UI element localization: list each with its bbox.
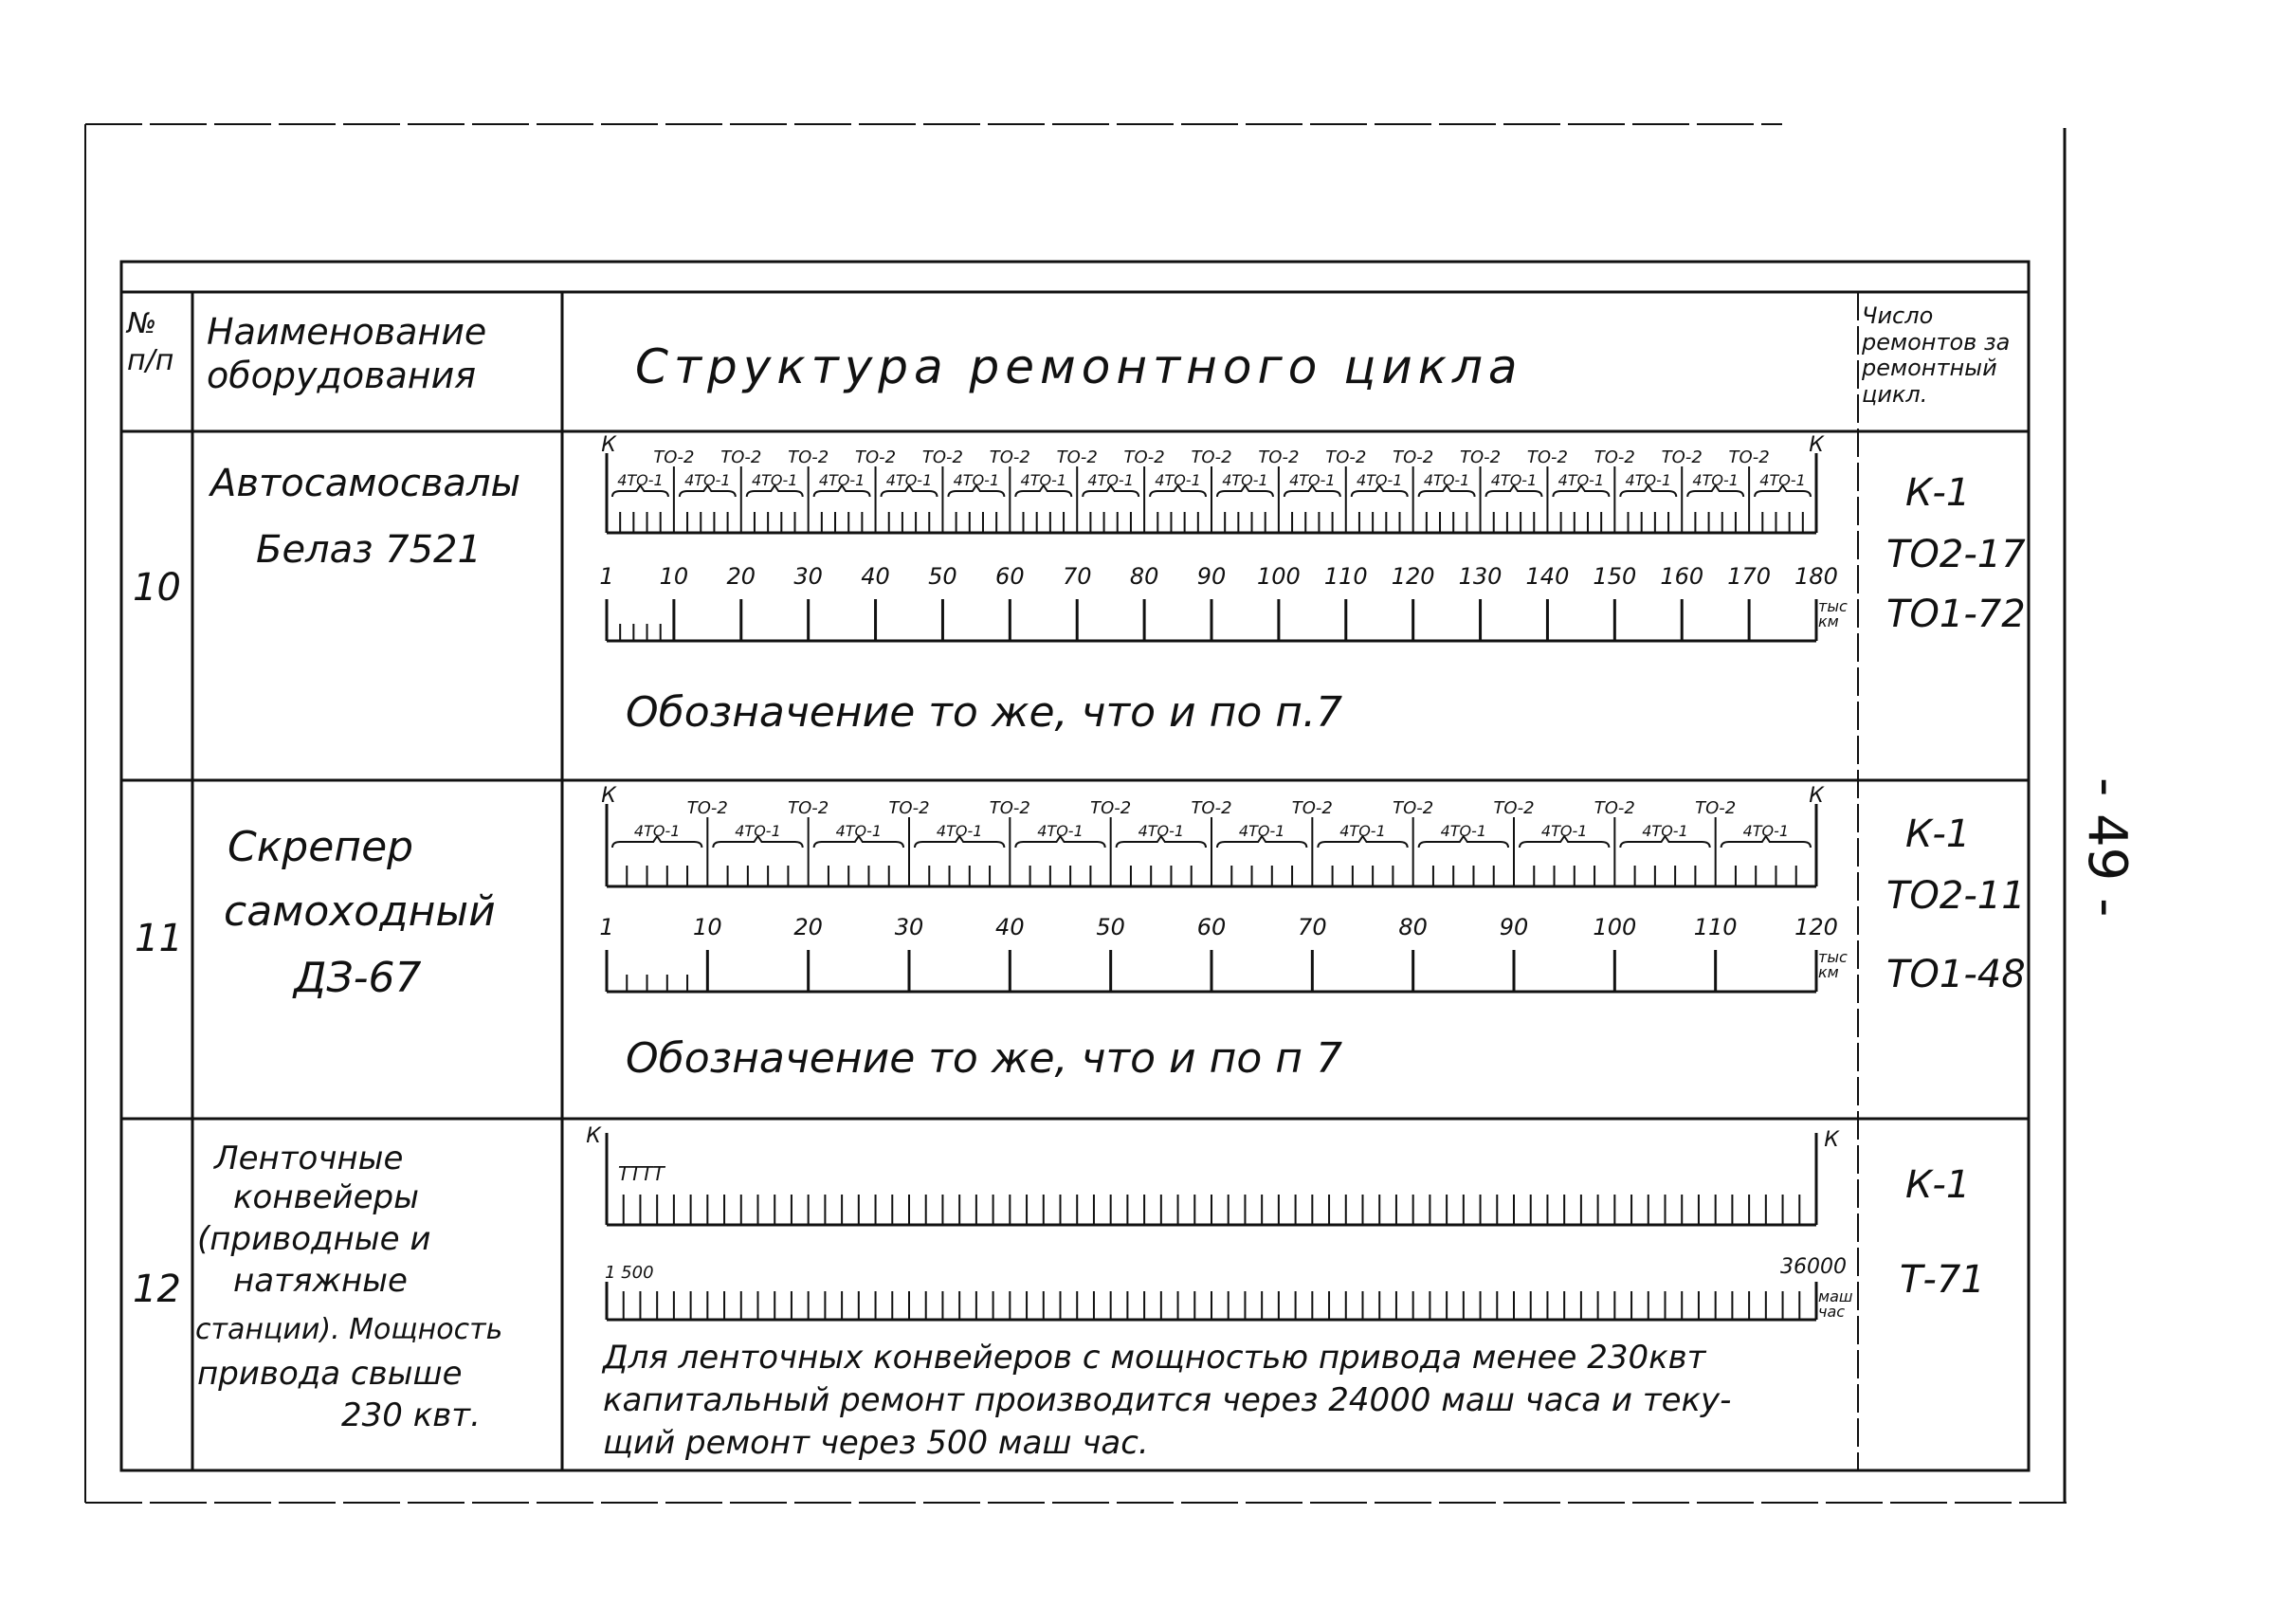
axis-tick-label: 1 — [599, 914, 614, 940]
row-11-name-line-3: ДЗ-67 — [294, 954, 422, 1002]
header-count-label: Число ремонтов за ремонтный цикл. — [1862, 302, 2011, 408]
row-12-count-1: К-1 — [1905, 1163, 1971, 1207]
to1-group-label: 4ТО-1 — [818, 471, 865, 489]
to1-brace — [1318, 836, 1407, 848]
axis-tick-label: 1 — [599, 563, 614, 590]
to1-group-label: 4ТО-1 — [1356, 471, 1403, 489]
to1-group-label: 4ТО-1 — [1692, 471, 1739, 489]
to1-group-label: 4ТО-1 — [885, 471, 933, 489]
axis-tick-label: 30 — [793, 563, 823, 590]
to1-group-label: 4ТО-1 — [835, 822, 883, 840]
to1-group-label: 4ТО-1 — [1642, 822, 1688, 840]
row-10-name-line-1: Автосамосвалы — [210, 462, 521, 505]
axis-tick-label: 40 — [995, 914, 1025, 940]
to2-label: ТО-2 — [1258, 447, 1300, 467]
to2-label: ТО-2 — [686, 798, 728, 818]
to2-label: ТО-2 — [1393, 798, 1434, 818]
to1-group-label: 4ТО-1 — [1037, 822, 1084, 840]
to1-brace — [814, 836, 903, 848]
to1-group-label: 4ТО-1 — [735, 822, 781, 840]
to1-group-label: 4ТО-1 — [617, 471, 664, 489]
to1-brace — [1419, 836, 1508, 848]
row-11-count-2: ТО2-11 — [1886, 874, 2026, 918]
to1-group-label: 4ТО-1 — [1540, 822, 1588, 840]
to1-brace — [612, 836, 701, 848]
row-10-note: Обозначение то же, что и по п.7 — [626, 688, 1343, 737]
row-11-num: 11 — [135, 917, 183, 960]
repair-t-labels: ТТТТ — [618, 1162, 665, 1185]
axis-tick-label: 80 — [1129, 563, 1159, 590]
axis-tick-label: 10 — [659, 563, 689, 590]
to2-label: ТО-2 — [788, 798, 829, 818]
header-name-label: Наименование оборудования — [207, 311, 487, 396]
axis-tick-label: 90 — [1196, 563, 1227, 590]
to2-label: ТО-2 — [720, 447, 762, 467]
row-12-name-line-1: Ленточные — [214, 1140, 404, 1177]
row-12-note-line-1: Для ленточных конвейеров с мощностью привода менее 230квт — [603, 1339, 1706, 1377]
to1-group-label: 4ТО-1 — [936, 822, 983, 840]
to2-label: ТО-2 — [1325, 447, 1367, 467]
row-10-unit: тыс км — [1818, 597, 1848, 630]
to1-group-label: 4ТО-1 — [1138, 822, 1185, 840]
cycle-scales — [586, 433, 1840, 1320]
to1-group-label: 4ТО-1 — [1557, 471, 1605, 489]
to1-group-label: 4ТО-1 — [1155, 471, 1201, 489]
row-11-unit: тыс км — [1818, 948, 1848, 981]
to2-label: ТО-2 — [1056, 447, 1098, 467]
cycle-end-k-label: К — [1809, 784, 1824, 808]
to1-group-label: 4ТО-1 — [1238, 822, 1285, 840]
axis-tick-label: 110 — [1323, 563, 1368, 590]
row-11-note: Обозначение то же, что и по п 7 — [626, 1034, 1343, 1083]
to2-label: ТО-2 — [1526, 447, 1569, 467]
to2-label: ТО-2 — [1191, 447, 1232, 467]
row-12-note-line-3: щий ремонт через 500 маш час. — [603, 1424, 1149, 1462]
to1-brace — [1721, 836, 1811, 848]
row-12-name-line-4: натяжные — [233, 1262, 408, 1300]
to1-group-label: 4ТО-1 — [1087, 471, 1134, 489]
axis-tick-label: 20 — [726, 563, 756, 590]
to1-group-label: 4ТО-1 — [1423, 471, 1470, 489]
to1-group-label: 4ТО-1 — [751, 471, 798, 489]
to2-label: ТО-2 — [989, 798, 1030, 818]
row-12-axis-start: 1 500 — [605, 1263, 654, 1283]
to1-group-label: 4ТО-1 — [1222, 471, 1268, 489]
to1-group-label: 4ТО-1 — [684, 471, 731, 489]
axis-tick-label: 160 — [1660, 563, 1704, 590]
row-12-name-line-7: 230 квт. — [341, 1396, 481, 1434]
to1-brace — [1015, 836, 1104, 848]
cycle-start-k-label: К — [601, 433, 616, 457]
page-number: - 49 - — [2076, 777, 2138, 918]
row-12-num: 12 — [133, 1268, 181, 1311]
axis-tick-label: 40 — [861, 563, 890, 590]
to1-group-label: 4ТО-1 — [1020, 471, 1067, 489]
row-12-name-line-2: конвейеры — [233, 1178, 419, 1216]
cycle-start-k-label: К — [601, 784, 616, 808]
to2-label: ТО-2 — [1661, 447, 1703, 467]
row-10-count-3: ТО1-72 — [1886, 593, 2026, 636]
to2-label: ТО-2 — [1459, 447, 1502, 467]
cycle-start-k-label: К — [586, 1124, 601, 1148]
row-10-count-1: К-1 — [1905, 471, 1971, 515]
to2-label: ТО-2 — [854, 447, 897, 467]
to2-label: ТО-2 — [1191, 798, 1232, 818]
to1-group-label: 4ТО-1 — [1289, 471, 1336, 489]
axis-tick-label: 70 — [1298, 914, 1327, 940]
axis-tick-label: 130 — [1458, 563, 1503, 590]
to2-label: ТО-2 — [653, 447, 695, 467]
to2-label: ТО-2 — [888, 798, 930, 818]
axis-tick-label: 100 — [1256, 563, 1301, 590]
to1-group-label: 4ТО-1 — [633, 822, 681, 840]
to2-label: ТО-2 — [1291, 798, 1333, 818]
row-12-name-line-6: привода свыше — [197, 1355, 463, 1393]
to1-group-label: 4ТО-1 — [1339, 822, 1386, 840]
axis-tick-label: 90 — [1499, 914, 1529, 940]
axis-tick-label: 110 — [1693, 914, 1738, 940]
axis-tick-label: 120 — [1391, 563, 1435, 590]
row-11-name-line-2: самоходный — [224, 887, 496, 936]
header-num-label: № п/п — [127, 307, 174, 377]
row-12-name-line-5: станции). Мощность — [195, 1313, 503, 1346]
to1-brace — [1217, 836, 1306, 848]
to2-label: ТО-2 — [1695, 798, 1737, 818]
row-12-note-line-2: капитальный ремонт производится через 24000 маш часа и теку- — [603, 1381, 1732, 1419]
to2-label: ТО-2 — [1123, 447, 1165, 467]
axis-tick-label: 150 — [1593, 563, 1637, 590]
axis-tick-label: 70 — [1062, 563, 1092, 590]
row-12-count-2: Т-71 — [1900, 1258, 1985, 1302]
to2-label: ТО-2 — [1393, 447, 1434, 467]
axis-tick-label: 100 — [1593, 914, 1637, 940]
axis-tick-label: 60 — [1196, 914, 1227, 940]
row-10-name-line-2: Белаз 7521 — [256, 528, 482, 572]
to2-label: ТО-2 — [1728, 447, 1770, 467]
to1-group-label: 4ТО-1 — [1742, 822, 1790, 840]
to1-brace — [1520, 836, 1609, 848]
axis-tick-label: 170 — [1727, 563, 1772, 590]
axis-tick-label: 180 — [1794, 563, 1838, 590]
axis-tick-label: 140 — [1525, 563, 1570, 590]
to1-brace — [1117, 836, 1206, 848]
header-structure-label: Структура ремонтного цикла — [635, 339, 1523, 394]
axis-tick-label: 20 — [793, 914, 823, 940]
axis-tick-label: 30 — [894, 914, 924, 940]
to2-label: ТО-2 — [1594, 447, 1635, 467]
axis-tick-label: 60 — [995, 563, 1025, 590]
axis-tick-label: 50 — [928, 563, 957, 590]
axis-tick-label: 50 — [1096, 914, 1125, 940]
to1-group-label: 4ТО-1 — [1440, 822, 1487, 840]
to1-brace — [915, 836, 1004, 848]
to1-group-label: 4ТО-1 — [1490, 471, 1538, 489]
row-12-axis-end: 36000 — [1780, 1255, 1847, 1279]
to2-label: ТО-2 — [989, 447, 1030, 467]
axis-tick-label: 120 — [1794, 914, 1838, 940]
row-10-num: 10 — [133, 566, 181, 610]
row-11-name-line-1: Скрепер — [228, 823, 414, 871]
to1-group-label: 4ТО-1 — [1759, 471, 1806, 489]
row-12-unit: маш час — [1818, 1287, 1853, 1321]
axis-tick-label: 80 — [1398, 914, 1428, 940]
to2-label: ТО-2 — [1594, 798, 1635, 818]
row-10-count-2: ТО2-17 — [1886, 533, 2026, 576]
to2-label: ТО-2 — [1493, 798, 1535, 818]
to2-label: ТО-2 — [1090, 798, 1132, 818]
to1-brace — [1620, 836, 1709, 848]
to2-label: ТО-2 — [921, 447, 964, 467]
to1-group-label: 4ТО-1 — [1625, 471, 1672, 489]
axis-tick-label: 10 — [693, 914, 722, 940]
to1-brace — [713, 836, 802, 848]
to2-label: ТО-2 — [788, 447, 829, 467]
row-11-count-1: К-1 — [1905, 812, 1971, 856]
cycle-end-k-label: К — [1809, 433, 1824, 457]
to1-group-label: 4ТО-1 — [953, 471, 1000, 489]
row-12-name-line-3: (приводные и — [197, 1220, 431, 1258]
cycle-end-k-label: К — [1824, 1128, 1839, 1152]
row-11-count-3: ТО1-48 — [1886, 953, 2026, 996]
